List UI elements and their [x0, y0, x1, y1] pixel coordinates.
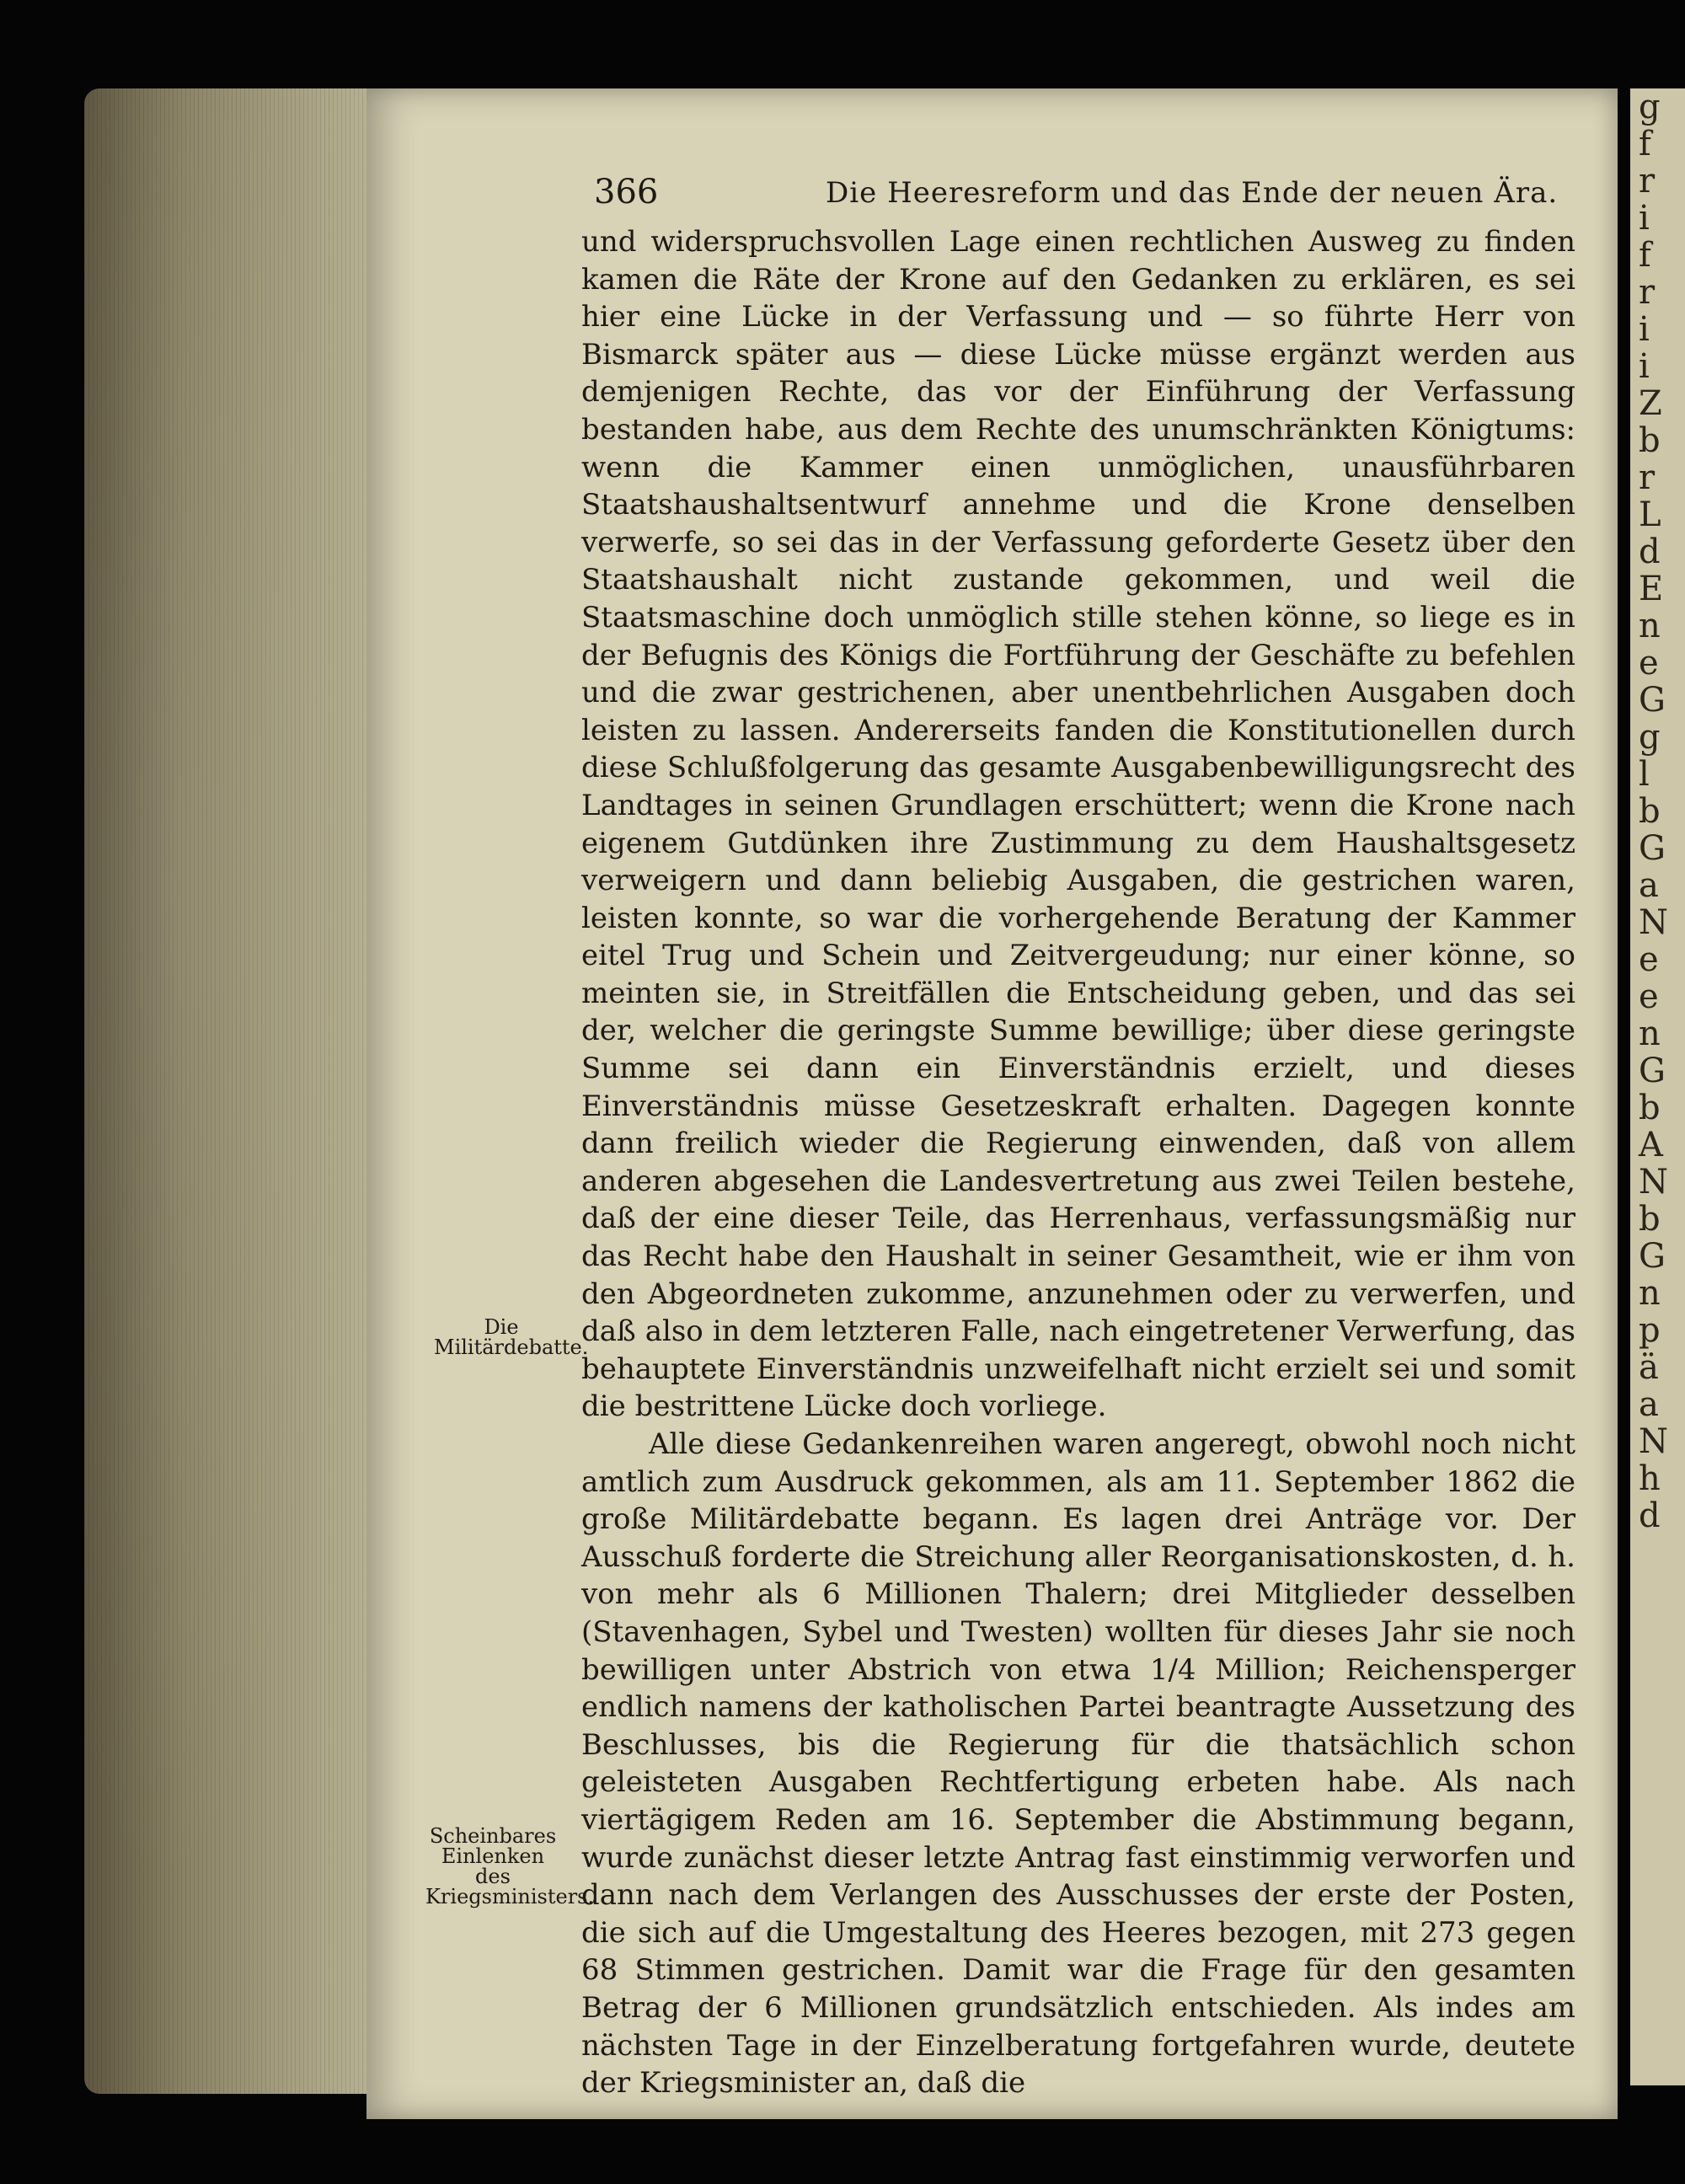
next-page-letter: f — [1639, 125, 1651, 163]
book-page-edges — [84, 88, 366, 2094]
next-page-letter: a — [1639, 866, 1659, 905]
next-page-letter: b — [1639, 1089, 1661, 1127]
running-title: Die Heeresreform und das Ende der neuen Ära. — [826, 176, 1559, 210]
next-page-letter: e — [1639, 977, 1659, 1016]
next-page-letter: p — [1639, 1311, 1661, 1350]
marginal-note-kriegsminister: Scheinbares Einlenken des Kriegsministers. — [425, 1824, 595, 1908]
next-page-letter: E — [1639, 570, 1664, 608]
next-page-letter: r — [1639, 273, 1656, 312]
next-page-letter: G — [1639, 1052, 1666, 1090]
next-page-letter: N — [1639, 903, 1668, 942]
next-page-letter: n — [1639, 607, 1661, 645]
next-page-letter: n — [1639, 1274, 1661, 1313]
paragraph-2: Alle diese Gedankenreihen waren angeregt, obwohl noch nicht amtlich zum Ausdruck gekommen, als am 11. September 1862 die große Militärdebatte begann. Es lagen drei Anträge vor. Der Ausschuß forderte die Streichung aller Reorganisationskosten, d. h. von mehr als 6 Millionen Thalern; drei Mitglieder desselben (Stavenhagen, Sybel und Twesten) wollten für dieses Jahr sie noch bewilligen unter Abstrich von etwa 1/4 Million; Reichensperger endlich namens der katholischen Partei beantragte Aussetzung des Beschlusses, bis die Regierung für die thatsächlich schon geleisteten Ausgaben Rechtfertigung erbeten habe. Als nach viertägigem Reden am 16. September die Abstimmung begann, wurde zunächst dieser letzte Antrag fast einstimmig verworfen und dann nach dem Verlangen des Ausschusses der erste der Posten, die sich auf die Umgestaltung des Heeres bezogen, mit 273 gegen 68 Stimmen gestrichen. Damit war die Frage für den gesamten Betrag der 6 Millionen grundsätzlich entschieden. Als indes am nächsten Tage in der Einzelberatung fortgefahren wurde, deutete der Kriegsminister an, daß die — [581, 1427, 1575, 2101]
next-page-strip — [1630, 88, 1685, 2085]
next-page-letter: f — [1639, 236, 1651, 275]
next-page-letter: b — [1639, 421, 1661, 460]
page-header — [366, 173, 1618, 223]
next-page-letter: g — [1639, 718, 1661, 757]
next-page-letter: i — [1639, 199, 1650, 238]
page-number: 366 — [594, 173, 659, 211]
next-page-letter: r — [1639, 458, 1656, 497]
next-page-letter: d — [1639, 1496, 1661, 1535]
next-page-letter: a — [1639, 1385, 1659, 1424]
next-page-letter: e — [1639, 644, 1659, 682]
next-page-letter: N — [1639, 1163, 1668, 1202]
next-page-letter: r — [1639, 162, 1656, 201]
next-page-letter: b — [1639, 792, 1661, 831]
paragraph-1: und widerspruchsvollen Lage einen rechtlichen Ausweg zu finden kamen die Räte der Krone auf den Gedanken zu erklären, es sei hier eine Lücke in der Verfassung und — so führte Herr von Bismarck später aus — diese Lücke müsse ergänzt werden aus demjenigen Rechte, das vor der Einführung der Verfassung bestanden habe, aus dem Rechte des unumschränkten Königtums: wenn die Kammer einen unmöglichen, unausführbaren Staatshaushaltsentwurf annehme und die Krone denselben verwerfe, so sei das in der Verfassung geforderte Gesetz über den Staatshaushalt nicht zustande gekommen, und weil die Staatsmaschine doch unmöglich stille stehen könne, so liege es in der Befugnis des Königs die Fortführung der Geschäfte zu befehlen und die zwar gestrichenen, aber unentbehrlichen Ausgaben doch leisten zu lassen. Andererseits fanden die Konstitutionellen durch diese Schlußfolgerung das gesamte Ausgabenbewilligungsrecht des Landtages in seinen Grundlagen erschüttert; wenn die Krone nach eigenem Gutdünken ihre Zustimmung zu dem Haushaltsgesetz verweigern und dann beliebig Ausgaben, die gestrichen waren, leisten konnte, so war die vorhergehende Beratung der Kammer eitel Trug und Schein und Zeitvergeudung; nur einer könne, so meinten sie, in Streitfällen die Entscheidung geben, und das sei der, welcher die geringste Summe bewillige; über diese geringste Summe sei dann ein Einverständnis erzielt, und dieses Einverständnis müsse Gesetzeskraft erhalten. Dagegen konnte dann freilich wieder die Regierung einwenden, daß von allem anderen abgesehen die Landesvertretung aus zwei Teilen bestehe, daß der eine dieser Teile, das Herrenhaus, verfassungsmäßig nur das Recht habe den Haushalt in seiner Gesamtheit, wie er ihm von den Abgeordneten zukomme, anzunehmen oder zu verwerfen, und daß also in dem letzteren Falle, nach eingetretener Verwerfung, das behauptete Einverständnis unzweifelhaft nicht erzielt sei und somit die bestrittene Lücke doch vorliege. — [581, 225, 1575, 1424]
next-page-letter: e — [1639, 940, 1659, 979]
next-page-letter: b — [1639, 1200, 1661, 1239]
next-page-letter: G — [1639, 829, 1666, 868]
next-page-letter: Z — [1639, 384, 1662, 423]
next-page-letters — [1630, 88, 1685, 1534]
next-page-letter: G — [1639, 1237, 1666, 1276]
next-page-letter: L — [1639, 495, 1661, 534]
marginal-note-militaerdebatte: Die Militärdebatte. — [434, 1315, 589, 1359]
next-page-letter: n — [1639, 1014, 1661, 1053]
body-text — [581, 223, 1575, 2102]
next-page-letter: d — [1639, 533, 1661, 571]
next-page-letter: A — [1639, 1126, 1663, 1164]
next-page-letter: i — [1639, 310, 1650, 349]
next-page-letter: G — [1639, 681, 1666, 720]
book-page — [366, 88, 1618, 2119]
next-page-letter: g — [1639, 88, 1661, 126]
next-page-letter: h — [1639, 1459, 1661, 1498]
next-page-letter: i — [1639, 347, 1650, 386]
next-page-letter: l — [1639, 755, 1650, 794]
next-page-letter: N — [1639, 1422, 1668, 1461]
next-page-letter: ä — [1639, 1348, 1659, 1387]
